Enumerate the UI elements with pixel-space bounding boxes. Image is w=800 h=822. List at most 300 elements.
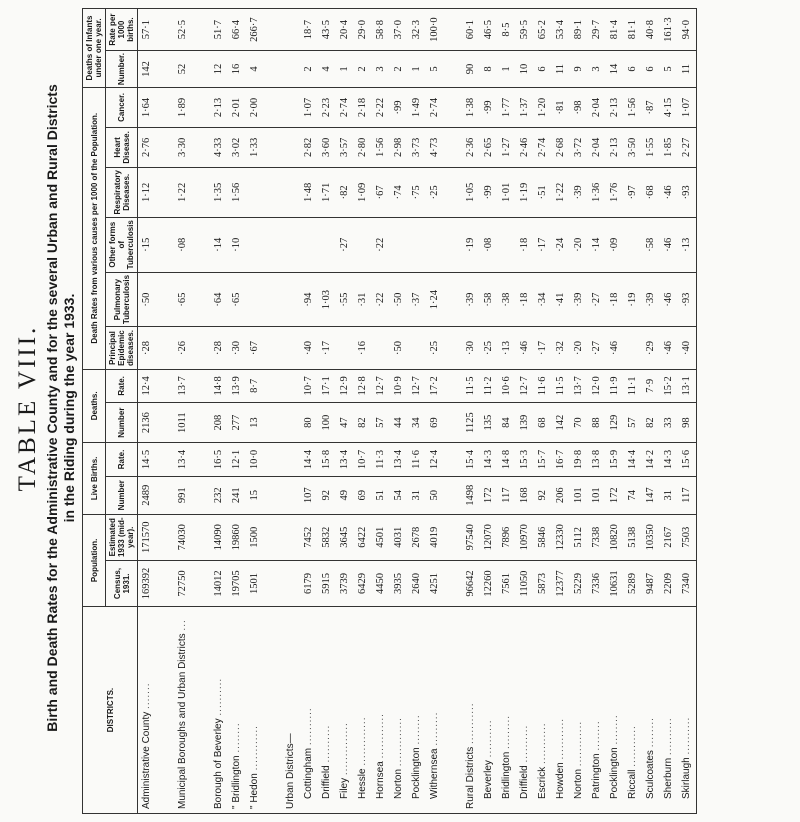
- header-districts: DISTRICTS.: [83, 607, 138, 814]
- cell-infant-rate: 37·0: [390, 9, 408, 51]
- cell-deaths-rate: 11·9: [606, 369, 624, 403]
- cell-births-rate: 14·4: [624, 443, 642, 477]
- cell-epidemic: [372, 327, 390, 369]
- cell-estimated: 171570: [138, 514, 157, 560]
- district-name: [678, 607, 697, 814]
- cell-heart: 1·33: [246, 127, 264, 167]
- cell-cancer: ·99: [390, 87, 408, 127]
- leader-dots: ..........: [303, 707, 314, 746]
- cell-births-rate: 15·7: [534, 443, 552, 477]
- cell-pulmonary: ·18: [516, 272, 534, 327]
- district-label: Cottingham: [303, 747, 314, 799]
- cell-deaths-rate: 10·7: [300, 369, 318, 403]
- district-label: Sherburn: [663, 757, 674, 799]
- district-label: Pocklington: [411, 747, 422, 799]
- cell-respiratory: 1·76: [606, 167, 624, 217]
- cell-infant-number: 5: [660, 51, 678, 88]
- cell-deaths-number: 129: [606, 403, 624, 443]
- header-births-number: Number: [106, 476, 138, 514]
- header-deaths: Deaths.: [83, 369, 106, 443]
- cell-infant-rate: 53·4: [552, 9, 570, 51]
- cell-births-rate: 16·5: [210, 443, 228, 477]
- cell-deaths-rate: 10·9: [390, 369, 408, 403]
- cell-deaths-number: 84: [498, 403, 516, 443]
- district-name: [354, 607, 372, 814]
- cell-heart: 1·85: [660, 127, 678, 167]
- cell-births-rate: 14·3: [660, 443, 678, 477]
- leader-dots: ........: [645, 717, 656, 748]
- cell-census: 1501: [246, 560, 264, 606]
- cell-deaths-rate: 11·2: [480, 369, 498, 403]
- cell-deaths-rate: 17·2: [426, 369, 444, 403]
- cell-births-rate: 13·4: [174, 443, 192, 477]
- cell-deaths-number: 142: [552, 403, 570, 443]
- cell-census: 4251: [426, 560, 444, 606]
- cell-births-rate: 14·5: [138, 443, 157, 477]
- district-name: [372, 607, 390, 814]
- cell-births-rate: 11·6: [408, 443, 426, 477]
- cell-census: 2640: [408, 560, 426, 606]
- cell-deaths-rate: 15·2: [660, 369, 678, 403]
- cell-estimated: 14090: [210, 514, 228, 560]
- cell-infant-number: 11: [678, 51, 697, 88]
- cell-estimated: 5112: [570, 514, 588, 560]
- cell-births-rate: 14·4: [300, 443, 318, 477]
- cell-respiratory: ·39: [570, 167, 588, 217]
- cell-heart: 3·60: [318, 127, 336, 167]
- cell-deaths-number: 1011: [174, 403, 192, 443]
- cell-infant-rate: 65·2: [534, 9, 552, 51]
- cell-pulmonary: ·34: [534, 272, 552, 327]
- cell-deaths-number: 80: [300, 403, 318, 443]
- cell-respiratory: ·68: [642, 167, 660, 217]
- leader-dots: ........: [609, 714, 620, 745]
- table-row: [678, 9, 697, 814]
- cell-census: 7340: [678, 560, 697, 606]
- header-heart: Heart Disease.: [106, 127, 138, 167]
- leader-dots: ........: [411, 714, 422, 745]
- cell-deaths-rate: 12·7: [408, 369, 426, 403]
- cell-heart: 3·72: [570, 127, 588, 167]
- cell-other-tb: ·14: [588, 217, 606, 272]
- cell-estimated: 6422: [354, 514, 372, 560]
- table-subtitle-line-2: in the Riding during the year 1933.: [61, 293, 77, 523]
- cell-infant-number: 4: [246, 51, 264, 88]
- cell-heart: 2·74: [534, 127, 552, 167]
- cell-births-number: 101: [588, 476, 606, 514]
- leader-dots: ...........: [537, 722, 548, 764]
- cell-births-number: 2489: [138, 476, 157, 514]
- cell-respiratory: ·93: [678, 167, 697, 217]
- cell-epidemic: ·40: [300, 327, 318, 369]
- cell-births-number: 50: [426, 476, 444, 514]
- leader-dots: ..........: [321, 724, 332, 763]
- row-spacer: [192, 9, 210, 814]
- cell-pulmonary: ·58: [480, 272, 498, 327]
- cell-cancer: 1·07: [300, 87, 318, 127]
- leader-dots: ........: [231, 722, 242, 753]
- cell-epidemic: ·46: [516, 327, 534, 369]
- district-label: " Bridlington: [231, 755, 242, 809]
- cell-heart: 2·13: [606, 127, 624, 167]
- cell-deaths-rate: 12·4: [138, 369, 157, 403]
- cell-other-tb: ·18: [516, 217, 534, 272]
- cell-census: 12377: [552, 560, 570, 606]
- cell-estimated: 2167: [660, 514, 678, 560]
- cell-respiratory: 1·22: [174, 167, 192, 217]
- cell-infant-number: 3: [588, 51, 606, 88]
- district-label: Administrative County: [141, 711, 152, 809]
- cell-deaths-number: 68: [534, 403, 552, 443]
- cell-births-rate: 12·4: [426, 443, 444, 477]
- cell-pulmonary: ·31: [354, 272, 372, 327]
- cell-respiratory: 1·48: [300, 167, 318, 217]
- cell-census: 5289: [624, 560, 642, 606]
- cell-births-number: 241: [228, 476, 246, 514]
- district-label: Bridlington: [501, 751, 512, 799]
- cell-infant-rate: 57·1: [138, 9, 157, 51]
- cell-census: 96642: [462, 560, 480, 606]
- district-label: Hessle: [357, 768, 368, 799]
- cell-births-rate: 10·7: [354, 443, 372, 477]
- cell-pulmonary: ·39: [570, 272, 588, 327]
- district-label: Driffield: [519, 765, 530, 799]
- district-name: [318, 607, 336, 814]
- leader-dots: ..........: [663, 717, 674, 756]
- cell-infant-number: 2: [354, 51, 372, 88]
- cell-census: 72750: [174, 560, 192, 606]
- cell-estimated: 7503: [678, 514, 697, 560]
- cell-deaths-number: 57: [372, 403, 390, 443]
- cell-deaths-number: 70: [570, 403, 588, 443]
- table-row: [336, 9, 354, 814]
- header-live-births: Live Births.: [83, 443, 106, 514]
- district-name: [516, 607, 534, 814]
- cell-respiratory: ·97: [624, 167, 642, 217]
- district-label: Norton: [573, 768, 584, 799]
- cell-epidemic: [624, 327, 642, 369]
- table-row: [138, 9, 157, 814]
- district-name: [570, 607, 588, 814]
- cell-deaths-number: 88: [588, 403, 606, 443]
- cell-infant-number: 2: [390, 51, 408, 88]
- cell-cancer: 1·64: [138, 87, 157, 127]
- cell-other-tb: ·24: [552, 217, 570, 272]
- district-label: Borough of Beverley: [213, 718, 224, 809]
- cell-infant-number: 6: [642, 51, 660, 88]
- leader-dots: ..........: [681, 716, 692, 755]
- district-name: [534, 607, 552, 814]
- cell-respiratory: 1·12: [138, 167, 157, 217]
- cell-heart: 3·30: [174, 127, 192, 167]
- cell-estimated: 7896: [498, 514, 516, 560]
- cell-infant-rate: 266·7: [246, 9, 264, 51]
- cell-respiratory: ·74: [390, 167, 408, 217]
- district-label: Pocklington: [609, 747, 620, 799]
- cell-births-number: 31: [660, 476, 678, 514]
- cell-pulmonary: [282, 272, 300, 327]
- district-label: Driffield: [321, 765, 332, 799]
- cell-cancer: [282, 87, 300, 127]
- cell-epidemic: ·46: [660, 327, 678, 369]
- cell-pulmonary: ·55: [336, 272, 354, 327]
- cell-births-number: 107: [300, 476, 318, 514]
- cell-cancer: 4·15: [660, 87, 678, 127]
- cell-pulmonary: [246, 272, 264, 327]
- cell-heart: 2·68: [552, 127, 570, 167]
- cell-infant-rate: 94·0: [678, 9, 697, 51]
- cell-cancer: 2·13: [210, 87, 228, 127]
- cell-pulmonary: ·50: [390, 272, 408, 327]
- cell-respiratory: ·25: [426, 167, 444, 217]
- cell-births-number: 74: [624, 476, 642, 514]
- cell-epidemic: ·25: [480, 327, 498, 369]
- cell-births-rate: 11·3: [372, 443, 390, 477]
- district-name: [624, 607, 642, 814]
- cell-births-number: 51: [372, 476, 390, 514]
- cell-infant-rate: 100·0: [426, 9, 444, 51]
- cell-other-tb: ·46: [660, 217, 678, 272]
- cell-deaths-number: 1125: [462, 403, 480, 443]
- district-name: [246, 607, 264, 814]
- header-cancer: Cancer.: [106, 87, 138, 127]
- table-row: [354, 9, 372, 814]
- cell-cancer: ·81: [552, 87, 570, 127]
- cell-respiratory: [282, 167, 300, 217]
- cell-infant-rate: 8·5: [498, 9, 516, 51]
- cell-other-tb: [354, 217, 372, 272]
- cell-estimated: 5138: [624, 514, 642, 560]
- cell-other-tb: ·08: [174, 217, 192, 272]
- header-census: Census, 1931.: [106, 560, 138, 606]
- cell-estimated: 5846: [534, 514, 552, 560]
- district-name: [210, 607, 228, 814]
- cell-cancer: 2·22: [372, 87, 390, 127]
- cell-estimated: 19860: [228, 514, 246, 560]
- district-name: [228, 607, 246, 814]
- cell-census: 14012: [210, 560, 228, 606]
- cell-deaths-number: 208: [210, 403, 228, 443]
- row-spacer: [156, 9, 174, 814]
- cell-respiratory: ·82: [336, 167, 354, 217]
- cell-epidemic: ·30: [228, 327, 246, 369]
- leader-dots: ...........: [627, 725, 638, 767]
- cell-deaths-number: 34: [408, 403, 426, 443]
- cell-pulmonary: 1·24: [426, 272, 444, 327]
- cell-infant-rate: 81·1: [624, 9, 642, 51]
- cell-infant-number: 1: [498, 51, 516, 88]
- cell-infant-number: 5: [426, 51, 444, 88]
- cell-heart: 3·73: [408, 127, 426, 167]
- district-name: [462, 607, 480, 814]
- table-row: [408, 9, 426, 814]
- cell-respiratory: ·67: [372, 167, 390, 217]
- cell-pulmonary: ·19: [624, 272, 642, 327]
- table-row: [642, 9, 660, 814]
- cell-deaths-rate: 12·9: [336, 369, 354, 403]
- cell-other-tb: [426, 217, 444, 272]
- cell-pulmonary: ·64: [210, 272, 228, 327]
- cell-other-tb: [390, 217, 408, 272]
- district-label: Urban Districts—: [285, 733, 296, 809]
- district-name: [174, 607, 192, 814]
- cell-infant-number: 3: [372, 51, 390, 88]
- cell-cancer: 2·74: [426, 87, 444, 127]
- cell-respiratory: ·46: [660, 167, 678, 217]
- leader-dots: ...........: [465, 702, 476, 744]
- leader-dots: .........: [501, 714, 512, 749]
- cell-respiratory: 1·71: [318, 167, 336, 217]
- cell-census: 12260: [480, 560, 498, 606]
- cell-other-tb: [300, 217, 318, 272]
- district-label: Hornsea: [375, 761, 386, 799]
- cell-estimated: 12330: [552, 514, 570, 560]
- cell-births-rate: 15·3: [516, 443, 534, 477]
- leader-dots: .......: [141, 682, 152, 709]
- cell-pulmonary: ·37: [408, 272, 426, 327]
- district-label: Municipal Boroughs and Urban Districts: [177, 633, 188, 809]
- cell-infant-rate: 58·8: [372, 9, 390, 51]
- cell-estimated: 3645: [336, 514, 354, 560]
- cell-respiratory: ·99: [480, 167, 498, 217]
- cell-cancer: 2·23: [318, 87, 336, 127]
- cell-deaths-number: 135: [480, 403, 498, 443]
- cell-infant-rate: 29·0: [354, 9, 372, 51]
- table-row: [174, 9, 192, 814]
- cell-estimated: [282, 514, 300, 560]
- cell-estimated: 10820: [606, 514, 624, 560]
- cell-other-tb: ·15: [138, 217, 157, 272]
- cell-cancer: 1·49: [408, 87, 426, 127]
- cell-respiratory: 1·56: [228, 167, 246, 217]
- cell-infant-rate: 161·3: [660, 9, 678, 51]
- cell-heart: 3·57: [336, 127, 354, 167]
- cell-other-tb: [282, 217, 300, 272]
- cell-census: 5873: [534, 560, 552, 606]
- cell-births-rate: 15·6: [678, 443, 697, 477]
- cell-births-number: [282, 476, 300, 514]
- district-name: [552, 607, 570, 814]
- leader-dots: ..............: [339, 722, 350, 776]
- cell-births-number: 92: [318, 476, 336, 514]
- cell-deaths-rate: 12·7: [516, 369, 534, 403]
- cell-infant-rate: 66·4: [228, 9, 246, 51]
- page-header: [0, 18, 78, 798]
- cell-census: 3739: [336, 560, 354, 606]
- cell-pulmonary: ·46: [660, 272, 678, 327]
- cell-infant-rate: 81·4: [606, 9, 624, 51]
- cell-estimated: 5832: [318, 514, 336, 560]
- district-label: Riccall: [627, 769, 638, 799]
- cell-cancer: 1·07: [678, 87, 697, 127]
- cell-births-rate: [282, 443, 300, 477]
- cell-deaths-rate: 13·1: [678, 369, 697, 403]
- cell-births-number: 69: [354, 476, 372, 514]
- cell-respiratory: ·75: [408, 167, 426, 217]
- cell-deaths-rate: [282, 369, 300, 403]
- cell-births-rate: 14·8: [498, 443, 516, 477]
- district-name: [642, 607, 660, 814]
- district-label: Patrington: [591, 753, 602, 799]
- cell-estimated: 1500: [246, 514, 264, 560]
- cell-deaths-number: 44: [390, 403, 408, 443]
- cell-infant-rate: 40·8: [642, 9, 660, 51]
- table-row: [552, 9, 570, 814]
- leader-dots: ..........: [483, 719, 494, 758]
- cell-infant-number: 16: [228, 51, 246, 88]
- cell-infant-number: 1: [408, 51, 426, 88]
- cell-cancer: 2·74: [336, 87, 354, 127]
- cell-epidemic: ·16: [354, 327, 372, 369]
- district-name: [336, 607, 354, 814]
- cell-births-number: 15: [246, 476, 264, 514]
- cell-deaths-rate: 17·1: [318, 369, 336, 403]
- header-respiratory: Respiratory Diseases.: [106, 167, 138, 217]
- table-row: [606, 9, 624, 814]
- leader-dots: ..........: [519, 724, 530, 763]
- cell-cancer: 1·38: [462, 87, 480, 127]
- cell-pulmonary: ·22: [372, 272, 390, 327]
- cell-deaths-number: 33: [660, 403, 678, 443]
- cell-epidemic: ·32: [552, 327, 570, 369]
- cell-infant-rate: 29·7: [588, 9, 606, 51]
- table-row: [210, 9, 228, 814]
- cell-heart: 2·36: [462, 127, 480, 167]
- cell-pulmonary: ·27: [588, 272, 606, 327]
- cell-infant-number: 6: [534, 51, 552, 88]
- cell-births-rate: 16·7: [552, 443, 570, 477]
- cell-deaths-number: 100: [318, 403, 336, 443]
- cell-heart: 2·80: [354, 127, 372, 167]
- cell-other-tb: ·09: [606, 217, 624, 272]
- cell-epidemic: ·27: [588, 327, 606, 369]
- district-name: [480, 607, 498, 814]
- leader-dots: ........: [591, 720, 602, 751]
- cell-births-number: 117: [498, 476, 516, 514]
- table-row: [516, 9, 534, 814]
- cell-cancer: ·98: [570, 87, 588, 127]
- cell-deaths-rate: 7·9: [642, 369, 660, 403]
- leader-dots: ...: [177, 619, 188, 631]
- cell-census: 10631: [606, 560, 624, 606]
- cell-estimated: 97540: [462, 514, 480, 560]
- cell-epidemic: ·46: [606, 327, 624, 369]
- cell-births-rate: 15·4: [462, 443, 480, 477]
- cell-deaths-rate: 12·0: [588, 369, 606, 403]
- header-infant-number: Number.: [106, 51, 138, 88]
- cell-infant-number: 10: [516, 51, 534, 88]
- cell-census: 6179: [300, 560, 318, 606]
- cell-epidemic: ·29: [642, 327, 660, 369]
- cell-pulmonary: ·50: [138, 272, 157, 327]
- leader-dots: .............: [357, 716, 368, 766]
- table-row: [282, 9, 300, 814]
- cell-infant-rate: 51·7: [210, 9, 228, 51]
- cell-deaths-number: 82: [642, 403, 660, 443]
- cell-heart: 4·33: [210, 127, 228, 167]
- leader-dots: ..........: [213, 677, 224, 716]
- cell-census: 169392: [138, 560, 157, 606]
- cell-other-tb: [498, 217, 516, 272]
- table-row: [624, 9, 642, 814]
- cell-cancer: 1·77: [498, 87, 516, 127]
- table-row: [660, 9, 678, 814]
- table-subtitle-line-1: Birth and Death Rates for the Administrative County and for the several Urban and Rural Districts: [44, 84, 60, 732]
- district-label: Rural Districts: [465, 746, 476, 809]
- cell-infant-rate: 89·1: [570, 9, 588, 51]
- cell-infant-rate: 32·3: [408, 9, 426, 51]
- cell-births-rate: 19·8: [570, 443, 588, 477]
